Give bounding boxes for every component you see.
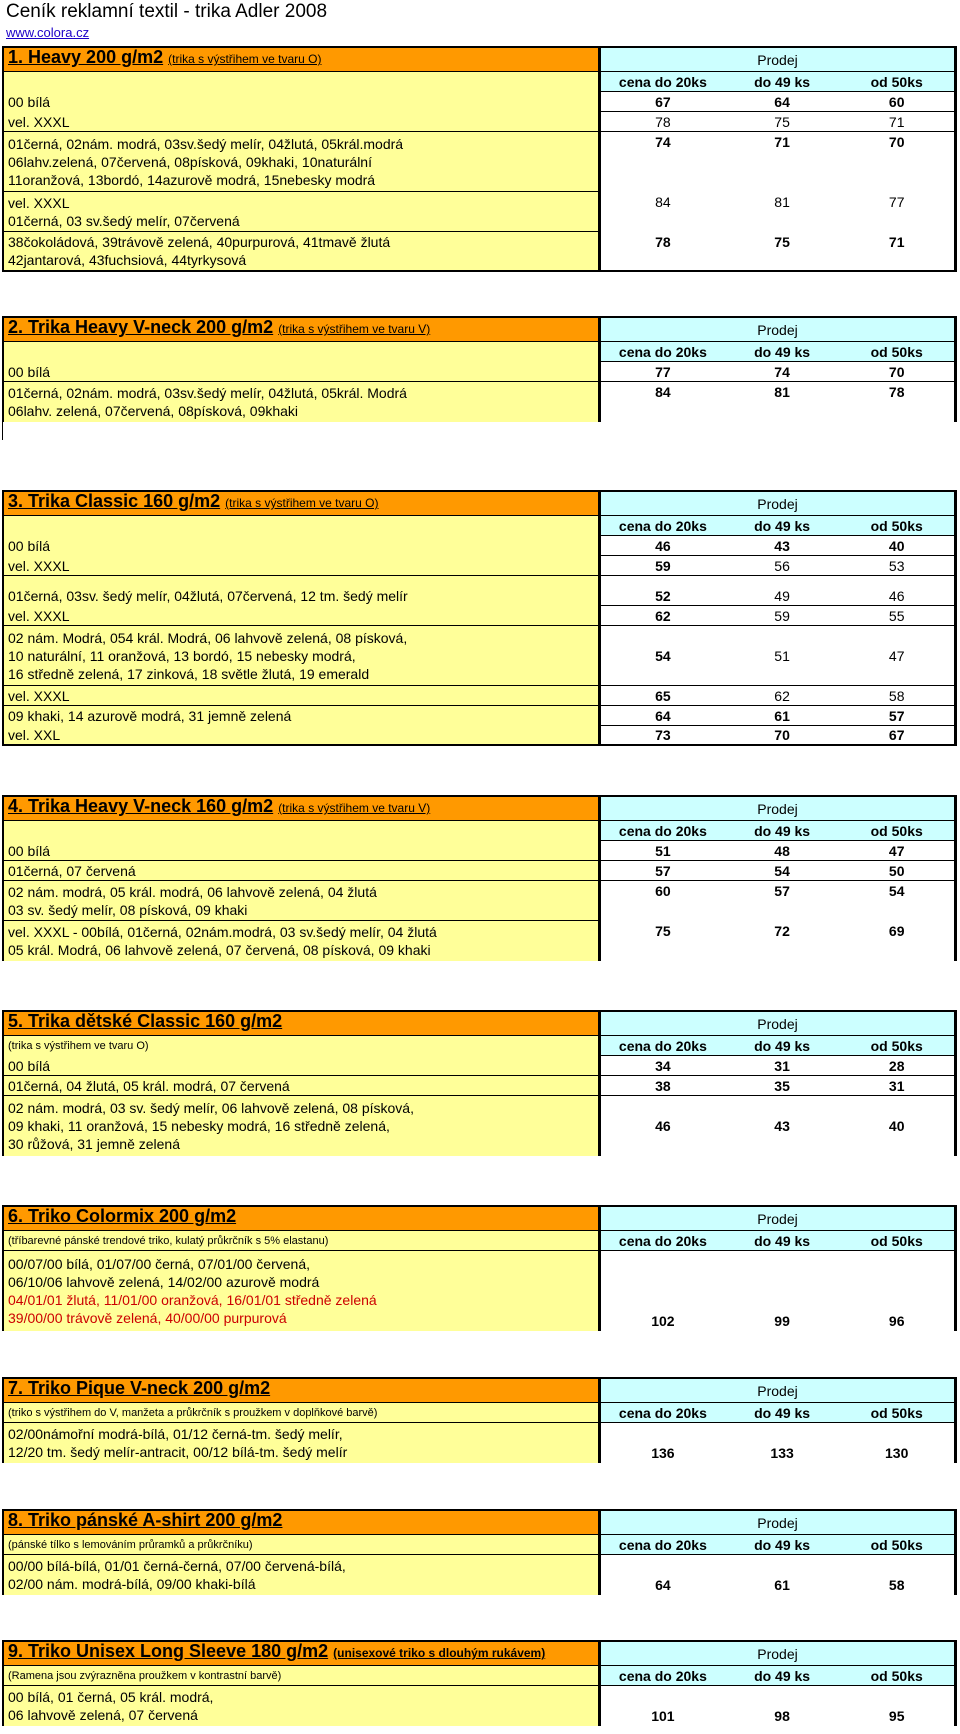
price: 62 xyxy=(655,607,671,624)
row-label: 01černá, 02nám. modrá, 03sv.šedý melír, 04žlutá, 05král.modrá 06lahv.zelená, 07červená, 08písková, 09khaki, 10naturální 11oranžová, 13bordó, 14azurově modrá, 15nebesky modrá xyxy=(2,132,601,192)
prodej-header: Prodej xyxy=(601,795,957,821)
row-label: vel. XXXL xyxy=(2,606,601,626)
price: 78 xyxy=(655,113,671,130)
section-note: (trika s výstřihem ve tvaru O) xyxy=(225,496,379,510)
price-row xyxy=(601,626,957,686)
price: 78 xyxy=(888,384,905,400)
price: 67 xyxy=(655,93,671,110)
price: 65 xyxy=(655,687,671,704)
row-label: 09 khaki, 14 azurově modrá, 31 jemně zelená xyxy=(2,706,601,726)
price: 64 xyxy=(655,707,671,724)
prodej-header: Prodej xyxy=(601,316,957,342)
section-title: 1. Heavy 200 g/m2 xyxy=(8,47,164,67)
price: 62 xyxy=(774,687,790,704)
price: 35 xyxy=(774,1077,790,1094)
price: 69 xyxy=(888,923,905,939)
section-title: 3. Trika Classic 160 g/m2 xyxy=(8,491,221,511)
section-title: 8. Triko pánské A-shirt 200 g/m2 xyxy=(8,1510,283,1530)
price: 40 xyxy=(888,537,905,554)
price: 49 xyxy=(774,587,790,604)
price-row xyxy=(601,841,957,861)
price: 70 xyxy=(888,363,905,380)
section-note: (unisexové triko s dlouhým rukávem) xyxy=(333,1646,546,1660)
row-label: 02 nám. modrá, 05 král. modrá, 06 lahvově zelená, 04 žlutá 03 sv. šedý melír, 08 písková, 09 khaki xyxy=(2,881,601,921)
col-header: od 50ks xyxy=(870,1037,923,1054)
row-label: 38čokoládová, 39trávově zelená, 40purpurová, 41tmavě žlutá 42jantarová, 43fuchsiová, 44tyrkysová xyxy=(2,232,601,272)
col-header: od 50ks xyxy=(870,1536,923,1553)
price-row xyxy=(601,362,957,382)
row-label: 00 bílá, 01 černá, 05 král. modrá, 06 lahvově zelená, 07 červená xyxy=(2,1686,601,1726)
col-header: od 50ks xyxy=(870,1404,923,1421)
website-link[interactable]: www.colora.cz xyxy=(6,25,90,40)
price-row xyxy=(601,686,957,706)
price: 64 xyxy=(774,93,790,110)
section-3 xyxy=(2,490,957,746)
row-label: 00 bílá xyxy=(2,841,601,861)
price: 40 xyxy=(888,1118,905,1134)
row-label: 00 bílá xyxy=(2,536,601,556)
row-label: vel. XXL xyxy=(2,726,601,746)
prodej-header: Prodej xyxy=(601,1205,957,1231)
price: 133 xyxy=(770,1445,794,1461)
price-row xyxy=(601,586,957,606)
price: 59 xyxy=(774,607,790,624)
price-row xyxy=(601,112,957,132)
price: 77 xyxy=(655,363,671,380)
price: 56 xyxy=(774,557,790,574)
row-label: 01černá, 07 červená xyxy=(2,861,601,881)
price: 50 xyxy=(888,862,905,879)
col-header: do 49 ks xyxy=(754,73,811,90)
price: 64 xyxy=(655,1577,671,1593)
price: 75 xyxy=(655,923,671,939)
price: 59 xyxy=(655,557,671,574)
price-row xyxy=(601,726,957,746)
price-row xyxy=(601,1076,957,1096)
price: 71 xyxy=(774,134,790,150)
prodej-header: Prodej xyxy=(601,1010,957,1036)
price: 136 xyxy=(651,1445,675,1461)
price-row xyxy=(601,556,957,576)
price: 43 xyxy=(774,1118,790,1134)
price: 81 xyxy=(774,194,790,210)
col-header: do 49 ks xyxy=(754,343,811,360)
section-1 xyxy=(2,46,957,272)
col-header: od 50ks xyxy=(870,1232,923,1249)
row-label: 01černá, 02nám. modrá, 03sv.šedý melír, 04žlutá, 05král. Modrá 06lahv. zelená, 07červená, 08písková, 09khaki xyxy=(2,382,601,422)
row-label: 01černá, 04 žlutá, 05 král. modrá, 07 červená xyxy=(2,1076,601,1096)
row-label: 02/00námořní modrá-bílá, 01/12 černá-tm. šedý melír, 12/20 tm. šedý melír-antracit, 00/12 bílá-tm. šedý melír xyxy=(2,1423,601,1463)
section-6 xyxy=(2,1205,957,1331)
price: 47 xyxy=(888,842,905,859)
price-row xyxy=(601,706,957,726)
price: 31 xyxy=(888,1077,905,1094)
price-row xyxy=(601,921,957,961)
price: 46 xyxy=(655,1118,671,1134)
price: 43 xyxy=(774,537,790,554)
section-7 xyxy=(2,1377,957,1463)
price: 54 xyxy=(655,647,671,664)
price-row xyxy=(601,232,957,272)
price: 61 xyxy=(774,707,790,724)
price: 38 xyxy=(655,1077,671,1094)
price: 75 xyxy=(774,113,790,130)
col-header: do 49 ks xyxy=(754,1404,811,1421)
price: 74 xyxy=(774,363,790,380)
price-row xyxy=(601,1251,957,1331)
col-header: cena do 20ks xyxy=(618,1536,707,1553)
row-label: vel. XXXL 01černá, 03 sv.šedý melír, 07červená xyxy=(2,192,601,232)
price-row xyxy=(601,536,957,556)
section-subtitle: (trika s výstřihem ve tvaru O) xyxy=(2,1036,601,1056)
price-row xyxy=(601,1555,957,1595)
section-subtitle: (tříbarevné pánské trendové triko, kulatý průkrčník s 5% elastanu) xyxy=(2,1231,601,1251)
price: 55 xyxy=(888,607,905,624)
section-subtitle: (triko s výstřihem do V, manžeta a průkrčník s proužkem v doplňkové barvě) xyxy=(2,1403,601,1423)
price: 71 xyxy=(888,234,905,250)
section-note: (trika s výstřihem ve tvaru O) xyxy=(168,52,322,66)
prodej-header: Prodej xyxy=(601,490,957,516)
price: 70 xyxy=(774,727,790,743)
col-header: od 50ks xyxy=(870,1667,923,1684)
price-row xyxy=(601,1423,957,1463)
prodej-header: Prodej xyxy=(601,46,957,72)
price: 61 xyxy=(774,1577,790,1593)
price: 84 xyxy=(655,384,671,400)
col-header: od 50ks xyxy=(870,343,923,360)
price: 77 xyxy=(888,194,905,210)
price: 67 xyxy=(888,727,905,743)
prodej-header: Prodej xyxy=(601,1377,957,1403)
price: 51 xyxy=(774,647,790,664)
price: 60 xyxy=(888,93,905,110)
col-header: cena do 20ks xyxy=(618,1232,707,1249)
price: 73 xyxy=(655,727,671,743)
col-header: do 49 ks xyxy=(754,517,811,534)
row-label: vel. XXXL xyxy=(2,112,601,132)
row-label: vel. XXXL - 00bílá, 01černá, 02nám.modrá, 03 sv.šedý melír, 04 žlutá 05 král. Modrá, 06 lahvově zelená, 07 červená, 08 písková, 09 khaki xyxy=(2,921,601,961)
row-label: 02 nám. modrá, 03 sv. šedý melír, 06 lahvově zelená, 08 písková, 09 khaki, 11 oranžová, 15 nebesky modrá, 16 středně zelená, 30 růžová, 31 jemně zelená xyxy=(2,1096,601,1156)
section-subtitle: (Ramena jsou zvýrazněna proužkem v kontrastní barvě) xyxy=(2,1666,601,1686)
row-label: 02 nám. Modrá, 054 král. Modrá, 06 lahvově zelená, 08 písková, 10 naturální, 11 oranžová, 13 bordó, 15 nebesky modrá, 16 středně zelená, 17 zinková, 18 světle žlutá, 19 emerald xyxy=(2,626,601,686)
col-header: od 50ks xyxy=(870,822,923,839)
price: 81 xyxy=(774,384,790,400)
price: 84 xyxy=(655,194,671,210)
col-header: do 49 ks xyxy=(754,1536,811,1553)
price: 57 xyxy=(888,707,905,724)
price: 54 xyxy=(774,862,790,879)
col-header: od 50ks xyxy=(870,73,923,90)
row-label: 00 bílá xyxy=(2,362,601,382)
price: 46 xyxy=(655,537,671,554)
price: 57 xyxy=(774,883,790,899)
price-row xyxy=(601,606,957,626)
price: 130 xyxy=(885,1445,909,1461)
col-header: do 49 ks xyxy=(754,822,811,839)
col-header: cena do 20ks xyxy=(618,343,707,360)
row-label: 01černá, 03sv. šedý melír, 04žlutá, 07červená, 12 tm. šedý melír xyxy=(2,586,601,606)
price: 71 xyxy=(888,113,905,130)
prodej-header: Prodej xyxy=(601,1640,957,1666)
col-header: cena do 20ks xyxy=(618,1404,707,1421)
section-2 xyxy=(2,316,957,440)
price-row xyxy=(601,1056,957,1076)
price: 28 xyxy=(888,1057,905,1074)
section-note: (trika s výstřihem ve tvaru V) xyxy=(278,801,431,815)
section-9 xyxy=(2,1640,957,1726)
row-label: vel. XXXL xyxy=(2,556,601,576)
col-header: od 50ks xyxy=(870,517,923,534)
price: 58 xyxy=(888,1577,905,1593)
col-header: cena do 20ks xyxy=(618,73,707,90)
price-row xyxy=(601,92,957,112)
col-header: do 49 ks xyxy=(754,1037,811,1054)
col-header: cena do 20ks xyxy=(618,1667,707,1684)
price: 70 xyxy=(888,134,905,150)
price-row xyxy=(601,382,957,422)
price: 96 xyxy=(888,1313,905,1329)
section-title: 4. Trika Heavy V-neck 160 g/m2 xyxy=(8,796,274,816)
section-8 xyxy=(2,1509,957,1595)
col-header: do 49 ks xyxy=(754,1232,811,1249)
section-subtitle: (pánské tílko s lemováním průramků a průkrčníku) xyxy=(2,1535,601,1555)
price: 72 xyxy=(774,923,790,939)
price: 98 xyxy=(774,1708,790,1724)
price-row xyxy=(601,881,957,921)
price-row xyxy=(601,192,957,232)
prodej-header: Prodej xyxy=(601,1509,957,1535)
page-title: Ceník reklamní textil - trika Adler 2008 xyxy=(6,1,328,22)
section-5 xyxy=(2,1010,957,1156)
col-header: cena do 20ks xyxy=(618,1037,707,1054)
price: 47 xyxy=(888,647,905,664)
price: 53 xyxy=(888,557,905,574)
row-label: 00/07/00 bílá, 01/07/00 černá, 07/01/00 červená, 06/10/06 lahvově zelená, 14/02/00 azurově modrá 04/01/01 žlutá, 11/01/00 oranžová, 16/01/01 středně zelená 39/00/00 trávově zelená, 40/00/00 purpurová xyxy=(2,1251,601,1331)
price-row xyxy=(601,1686,957,1726)
price-row xyxy=(601,132,957,192)
col-header: cena do 20ks xyxy=(618,517,707,534)
section-title: 9. Triko Unisex Long Sleeve 180 g/m2 xyxy=(8,1641,329,1661)
section-title: 2. Trika Heavy V-neck 200 g/m2 xyxy=(8,317,274,337)
row-label: 00 bílá xyxy=(2,92,601,112)
price: 99 xyxy=(774,1313,790,1329)
price: 52 xyxy=(655,587,671,604)
price: 60 xyxy=(655,883,671,899)
section-note: (trika s výstřihem ve tvaru V) xyxy=(278,322,431,336)
price: 46 xyxy=(888,587,905,604)
section-title: 6. Triko Colormix 200 g/m2 xyxy=(8,1206,237,1226)
price: 74 xyxy=(655,134,671,150)
price: 102 xyxy=(651,1313,675,1329)
price: 57 xyxy=(655,862,671,879)
price: 78 xyxy=(655,234,671,250)
price: 34 xyxy=(655,1057,671,1074)
price: 54 xyxy=(888,883,905,899)
price: 31 xyxy=(774,1057,790,1074)
price: 51 xyxy=(655,842,671,859)
price-row xyxy=(601,861,957,881)
row-label: vel. XXXL xyxy=(2,686,601,706)
row-label: 00/00 bílá-bílá, 01/01 černá-černá, 07/00 červená-bílá, 02/00 nám. modrá-bílá, 09/00 khaki-bílá xyxy=(2,1555,601,1595)
col-header: cena do 20ks xyxy=(618,822,707,839)
price-row xyxy=(601,1096,957,1156)
col-header: do 49 ks xyxy=(754,1667,811,1684)
section-title: 7. Triko Pique V-neck 200 g/m2 xyxy=(8,1378,271,1398)
row-label: 00 bílá xyxy=(2,1056,601,1076)
price: 101 xyxy=(651,1708,675,1724)
section-title: 5. Trika dětské Classic 160 g/m2 xyxy=(8,1011,283,1031)
price: 48 xyxy=(774,842,790,859)
price: 75 xyxy=(774,234,790,250)
section-4 xyxy=(2,795,957,961)
price: 58 xyxy=(888,687,905,704)
price: 95 xyxy=(888,1708,905,1724)
